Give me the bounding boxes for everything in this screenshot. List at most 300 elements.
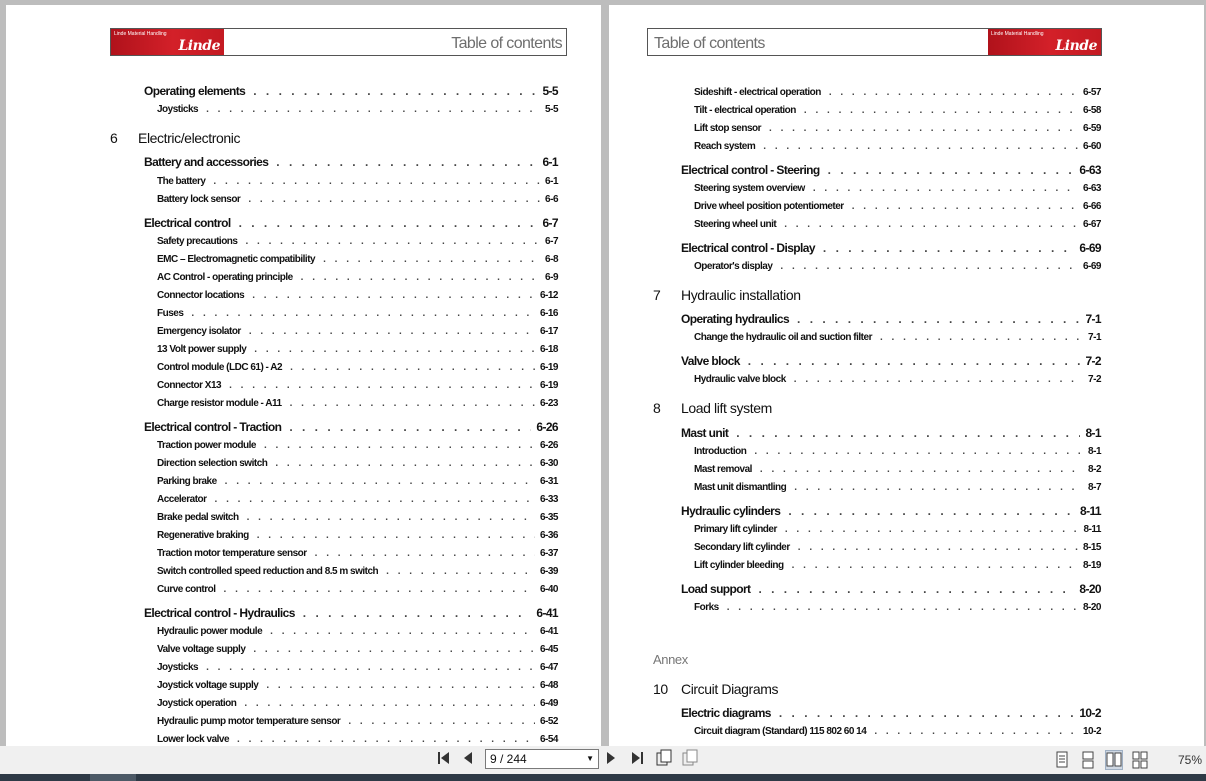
- toc-entry[interactable]: [694, 602, 1101, 613]
- page-ref: 16: [547, 308, 558, 319]
- chapter-ref: 6: [539, 398, 546, 409]
- dot-leader: [191, 308, 535, 319]
- toc-entry-title: Mast unit dismantling: [694, 482, 787, 493]
- toc-entry-title: Electrical control - Hydraulics: [144, 606, 295, 620]
- toc-entry-title: Hydraulic power module: [157, 626, 263, 637]
- chapter-number: 6: [110, 130, 118, 146]
- dot-leader: [290, 398, 535, 409]
- chapter-ref: 7: [1088, 332, 1094, 343]
- toc-page-number: [1083, 374, 1101, 385]
- page-ref: 1: [552, 176, 558, 187]
- toc-entry-title: Connector X13: [157, 380, 222, 391]
- toc-page-number: [1078, 123, 1101, 134]
- toc-section[interactable]: [144, 84, 558, 98]
- toc-page-number: [1078, 141, 1101, 152]
- toc-entry[interactable]: [157, 626, 558, 637]
- toc-entry-title: Electric diagrams: [681, 706, 771, 720]
- page-ref: 7: [552, 236, 558, 247]
- zoom-level[interactable]: 75%: [1178, 753, 1203, 767]
- toc-entry[interactable]: [157, 440, 558, 451]
- toc-page-number: [535, 344, 558, 355]
- toc-entry[interactable]: [157, 698, 558, 709]
- dot-leader: [828, 163, 1075, 177]
- toc-entry-title: Battery lock sensor: [157, 194, 241, 205]
- page-separator: -: [550, 104, 553, 115]
- viewer-toolbar: [0, 746, 1206, 774]
- toc-entry-title: Mast removal: [694, 464, 752, 475]
- page-separator: -: [545, 716, 548, 727]
- dot-leader: [348, 716, 535, 727]
- dot-leader: [727, 602, 1078, 613]
- toc-section[interactable]: [681, 163, 1101, 177]
- toc-entry[interactable]: [157, 290, 558, 301]
- toc-entry[interactable]: [694, 141, 1101, 152]
- chapter-ref: 7: [1085, 354, 1092, 368]
- toc-page-number: [531, 420, 558, 434]
- page-ref: 49: [547, 698, 558, 709]
- page-ref: 45: [547, 644, 558, 655]
- logo-brand: Linde: [1055, 38, 1097, 54]
- toc-page-number: [531, 606, 558, 620]
- toc-entry-title: Secondary lift cylinder: [694, 542, 790, 553]
- previous-page-button[interactable]: [462, 749, 474, 771]
- toc-section[interactable]: [681, 312, 1101, 326]
- toc-entry[interactable]: [157, 194, 558, 205]
- toc-page-number: [1074, 582, 1101, 596]
- page-separator: -: [1088, 105, 1091, 116]
- toc-entry-title: Steering wheel unit: [694, 219, 777, 230]
- chapter-ref: 6: [539, 680, 546, 691]
- dot-leader: [784, 219, 1078, 230]
- toc-page-number: [535, 584, 558, 595]
- page-separator: -: [548, 155, 552, 169]
- single-page-view-button[interactable]: [1054, 751, 1070, 769]
- dot-leader: [257, 530, 535, 541]
- toc-entry[interactable]: [694, 464, 1101, 475]
- toc-entry[interactable]: [157, 584, 558, 595]
- chapter-ref: 6: [1082, 105, 1089, 116]
- toc-entry-title: Valve voltage supply: [157, 644, 246, 655]
- page-separator: -: [545, 290, 548, 301]
- dot-leader: [245, 236, 540, 247]
- toc-page-number: [535, 398, 558, 409]
- chapter-ref: 6: [539, 440, 546, 451]
- page-ref: 58: [1090, 105, 1101, 116]
- page-separator: -: [1085, 163, 1089, 177]
- toc-entry[interactable]: [157, 308, 558, 319]
- dot-leader: [224, 584, 535, 595]
- chapter-ref: 8: [1082, 560, 1089, 571]
- linde-logo: [988, 29, 1101, 55]
- page-ref: 57: [1090, 87, 1101, 98]
- dot-leader: [880, 332, 1083, 343]
- toc-entry-title: AC Control - operating principle: [157, 272, 293, 283]
- page-ref: 8: [552, 254, 558, 265]
- logo-brand: Linde: [178, 38, 220, 54]
- two-page-continuous-view-button[interactable]: [1132, 751, 1148, 769]
- toc-page-number: [1078, 201, 1101, 212]
- chapter-ref: 8: [1088, 482, 1094, 493]
- chapter-ref: 6: [539, 548, 546, 559]
- dot-leader: [270, 626, 535, 637]
- toc-entry[interactable]: [157, 104, 558, 115]
- toc-page-number: [540, 176, 558, 187]
- page-separator: -: [1085, 582, 1089, 596]
- page-title: Table of contents: [654, 35, 765, 52]
- dot-leader: [829, 87, 1078, 98]
- page-separator: -: [1088, 219, 1091, 230]
- toc-entry[interactable]: [157, 476, 558, 487]
- toc-page-number: [535, 308, 558, 319]
- chapter-ref: 6: [539, 734, 546, 745]
- page-ref: 7: [1095, 482, 1101, 493]
- toc-entry[interactable]: [157, 398, 558, 409]
- page-separator: -: [545, 362, 548, 373]
- toc-page-number: [1079, 524, 1101, 535]
- page-ref: 41: [547, 626, 558, 637]
- dot-leader: [253, 84, 537, 98]
- page-ref: 6: [552, 194, 558, 205]
- page-ref: 63: [1090, 183, 1101, 194]
- dot-leader: [254, 344, 535, 355]
- toc-entry[interactable]: [157, 272, 558, 283]
- toc-section[interactable]: [681, 241, 1101, 255]
- dot-leader: [792, 560, 1078, 571]
- toc-entry[interactable]: [157, 530, 558, 541]
- toc-page-number: [535, 716, 558, 727]
- toc-entry-title: Hydraulic valve block: [694, 374, 786, 385]
- dot-leader: [252, 290, 535, 301]
- toc-entry[interactable]: [157, 644, 558, 655]
- page-ref: 67: [1090, 219, 1101, 230]
- left-document-page: [6, 5, 601, 746]
- toc-entry-title: Joysticks: [157, 104, 199, 115]
- toc-chapter[interactable]: [110, 130, 240, 146]
- dot-leader: [769, 123, 1078, 134]
- toc-entry-title: Electrical control - Steering: [681, 163, 820, 177]
- toc-entry[interactable]: [694, 261, 1101, 272]
- toc-entry[interactable]: [157, 494, 558, 505]
- page-ref: 7: [551, 216, 558, 230]
- page-separator: -: [1088, 123, 1091, 134]
- toc-entry[interactable]: [157, 548, 558, 559]
- toc-entry[interactable]: [694, 560, 1101, 571]
- toc-entry-title: Emergency isolator: [157, 326, 241, 337]
- chapter-ref: 6: [1082, 123, 1089, 134]
- toc-entry-title: Switch controlled speed reduction and 8.5 m switch: [157, 566, 379, 577]
- toc-entry[interactable]: [157, 236, 558, 247]
- first-page-button[interactable]: [437, 749, 453, 771]
- toc-page-number: [1078, 560, 1101, 571]
- page-separator: -: [1088, 602, 1091, 613]
- toc-entry-title: Safety precautions: [157, 236, 238, 247]
- dot-leader: [785, 524, 1079, 535]
- toc-section[interactable]: [681, 706, 1101, 720]
- toc-entry[interactable]: [694, 726, 1101, 737]
- dot-leader: [247, 512, 535, 523]
- toc-entry-title: Brake pedal switch: [157, 512, 239, 523]
- page-separator: -: [1093, 446, 1096, 457]
- toc-entry-title: Hydraulic cylinders: [681, 504, 781, 518]
- chapter-ref: 7: [1085, 312, 1092, 326]
- last-page-button[interactable]: [629, 749, 645, 771]
- toc-page-number: [535, 326, 558, 337]
- taskbar-tab[interactable]: [90, 774, 136, 781]
- page-header: [110, 28, 567, 56]
- toc-page-number: [535, 566, 558, 577]
- toc-entry[interactable]: [157, 458, 558, 469]
- dot-leader: [215, 494, 535, 505]
- toc-chapter[interactable]: [653, 681, 778, 697]
- toc-entry[interactable]: [694, 542, 1101, 553]
- toc-entry-title: Load support: [681, 582, 751, 596]
- toc-entry-title: Mast unit: [681, 426, 729, 440]
- toc-entry-title: Sideshift - electrical operation: [694, 87, 821, 98]
- chapter-ref: 5: [542, 84, 549, 98]
- toc-page-number: [535, 698, 558, 709]
- page-separator: -: [545, 680, 548, 691]
- chapter-ref: 6: [539, 512, 546, 523]
- dot-leader: [323, 254, 540, 265]
- toc-section[interactable]: [681, 354, 1101, 368]
- dot-leader: [797, 312, 1080, 326]
- toc-entry[interactable]: [157, 566, 558, 577]
- dot-leader: [788, 504, 1075, 518]
- dot-leader: [386, 566, 535, 577]
- page-ref: 52: [547, 716, 558, 727]
- page-separator: -: [542, 606, 546, 620]
- toc-page-number: [1078, 87, 1101, 98]
- chapter-ref: 6: [539, 494, 546, 505]
- page-separator: -: [545, 380, 548, 391]
- toc-section[interactable]: [681, 426, 1101, 440]
- page-separator: -: [545, 662, 548, 673]
- page-ref: 47: [547, 662, 558, 673]
- chapter-ref: 8: [1080, 504, 1087, 518]
- page-separator: -: [1088, 183, 1091, 194]
- dot-leader: [276, 155, 537, 169]
- chapter-title: Hydraulic installation: [681, 287, 801, 303]
- toc-entry-title: Operating elements: [144, 84, 246, 98]
- toc-entry-title: Curve control: [157, 584, 216, 595]
- chapter-ref: 6: [539, 308, 546, 319]
- toc-page-number: [540, 194, 558, 205]
- toc-entry[interactable]: [157, 344, 558, 355]
- toc-entry[interactable]: [157, 254, 558, 265]
- page-ref: 18: [547, 344, 558, 355]
- toc-entry-title: Fuses: [157, 308, 184, 319]
- chevron-down-icon[interactable]: ▼: [586, 754, 594, 763]
- chapter-ref: 6: [542, 155, 549, 169]
- page-separator: -: [550, 272, 553, 283]
- toc-entry[interactable]: [694, 219, 1101, 230]
- toc-entry[interactable]: [157, 512, 558, 523]
- toc-page-number: [1083, 332, 1101, 343]
- toc-entry[interactable]: [157, 734, 558, 745]
- page-separator: -: [542, 420, 546, 434]
- toc-page-number: [535, 644, 558, 655]
- next-page-button[interactable]: [605, 749, 617, 771]
- dot-leader: [315, 548, 535, 559]
- chapter-ref: 6: [539, 326, 546, 337]
- page-ref: 1: [1094, 312, 1101, 326]
- continuous-view-button[interactable]: [1080, 751, 1096, 769]
- chapter-ref: 5: [545, 104, 551, 115]
- toc-section[interactable]: [681, 504, 1101, 518]
- toc-entry[interactable]: [157, 716, 558, 727]
- dot-leader: [253, 644, 535, 655]
- page-ref: 11: [1091, 524, 1101, 535]
- toc-page-number: [535, 380, 558, 391]
- toc-entry[interactable]: [157, 662, 558, 673]
- toc-section[interactable]: [144, 606, 558, 620]
- dot-leader: [225, 476, 535, 487]
- toc-page-number: [537, 84, 558, 98]
- toc-page-number: [537, 216, 558, 230]
- chapter-ref: 6: [1082, 183, 1089, 194]
- previous-page-icon: [462, 751, 474, 765]
- toc-page-number: [1083, 482, 1101, 493]
- page-ref: 23: [547, 398, 558, 409]
- fit-page-button[interactable]: [681, 749, 699, 773]
- page-separator: -: [1091, 706, 1095, 720]
- toc-page-number: [535, 734, 558, 745]
- dot-leader: [244, 698, 535, 709]
- page-separator: -: [545, 494, 548, 505]
- page-separator: -: [1091, 312, 1095, 326]
- toc-section[interactable]: [681, 582, 1101, 596]
- toc-page-number: [1078, 726, 1101, 737]
- toc-entry-title: Circuit diagram (Standard) 115 802 60 14: [694, 726, 867, 737]
- toc-entry-title: Steering system overview: [694, 183, 805, 194]
- toc-entry[interactable]: [694, 524, 1101, 535]
- toc-entry[interactable]: [694, 374, 1101, 385]
- page-separator: -: [548, 84, 552, 98]
- page-ref: 5: [552, 104, 558, 115]
- toc-entry-title: Valve block: [681, 354, 740, 368]
- logo-subtext: Linde Material Handling: [114, 31, 167, 37]
- page-ref: 2: [1094, 706, 1101, 720]
- toc-entry[interactable]: [157, 680, 558, 691]
- page-ref: 54: [547, 734, 558, 745]
- page-separator: -: [1088, 201, 1091, 212]
- chapter-ref: 6: [1079, 241, 1086, 255]
- chapter-ref: 6: [539, 662, 546, 673]
- toc-chapter[interactable]: [653, 287, 801, 303]
- toc-page-number: [1080, 354, 1101, 368]
- chapter-ref: 6: [539, 626, 546, 637]
- page-separator: -: [1093, 374, 1096, 385]
- page-separator: -: [545, 530, 548, 541]
- page-separator: -: [545, 734, 548, 745]
- annex-heading: Annex: [653, 652, 688, 667]
- dot-leader: [736, 426, 1080, 440]
- toc-page-number: [535, 458, 558, 469]
- chapter-title: Load lift system: [681, 400, 772, 416]
- page-ref: 19: [547, 380, 558, 391]
- toc-chapter[interactable]: [653, 400, 772, 416]
- page-ref: 39: [547, 566, 558, 577]
- toc-entry[interactable]: [694, 332, 1101, 343]
- toc-page-number: [535, 362, 558, 373]
- toc-page-number: [1078, 219, 1101, 230]
- fit-icon: [681, 749, 699, 767]
- page-ref: 2: [1095, 464, 1101, 475]
- dot-leader: [748, 354, 1081, 368]
- page-ref: 35: [547, 512, 558, 523]
- chapter-ref: 6: [539, 716, 546, 727]
- dot-leader: [758, 582, 1074, 596]
- page-ref: 37: [547, 548, 558, 559]
- toc-page-number: [540, 104, 558, 115]
- page-number-input[interactable]: [485, 749, 599, 769]
- toc-entry[interactable]: [157, 380, 558, 391]
- toc-entry[interactable]: [157, 362, 558, 373]
- toc-entry[interactable]: [694, 482, 1101, 493]
- toc-entry-title: EMC – Electromagnetic compatibility: [157, 254, 316, 265]
- toc-section[interactable]: [144, 420, 558, 434]
- page-separator: -: [1093, 726, 1096, 737]
- toc-entry[interactable]: [694, 183, 1101, 194]
- toc-section[interactable]: [144, 155, 558, 169]
- toc-entry-title: Lift stop sensor: [694, 123, 762, 134]
- two-page-view-button[interactable]: [1106, 751, 1122, 769]
- last-page-icon: [629, 751, 645, 765]
- toc-entry[interactable]: [157, 176, 558, 187]
- chapter-ref: 6: [539, 698, 546, 709]
- toc-entry-title: Charge resistor module - A11: [157, 398, 282, 409]
- toc-entry[interactable]: [694, 446, 1101, 457]
- toc-entry[interactable]: [694, 123, 1101, 134]
- toc-entry-title: Joystick operation: [157, 698, 237, 709]
- next-page-icon: [605, 751, 617, 765]
- chapter-ref: 6: [539, 566, 546, 577]
- toc-entry-title: Control module (LDC 61) - A2: [157, 362, 283, 373]
- chapter-ref: 6: [536, 420, 543, 434]
- toc-section[interactable]: [144, 216, 558, 230]
- page-ref: 2: [1095, 726, 1101, 737]
- page-separator: -: [1088, 542, 1091, 553]
- toc-entry[interactable]: [694, 105, 1101, 116]
- dot-leader: [266, 680, 535, 691]
- toc-entry[interactable]: [694, 201, 1101, 212]
- page-separator: -: [545, 644, 548, 655]
- toc-page-number: [1078, 261, 1101, 272]
- chapter-number: 10: [653, 681, 668, 697]
- page-ref: 11: [1089, 504, 1101, 518]
- page-ref: 26: [547, 440, 558, 451]
- page-separator: -: [545, 584, 548, 595]
- dot-leader: [798, 542, 1078, 553]
- toc-page-number: [540, 272, 558, 283]
- chapter-ref: 8: [1088, 464, 1094, 475]
- two-page-icon: [1106, 751, 1122, 769]
- page-separator: -: [545, 458, 548, 469]
- toc-entry[interactable]: [157, 326, 558, 337]
- page-ref: 20: [1090, 602, 1101, 613]
- toc-entry-title: Operator's display: [694, 261, 773, 272]
- toc-entry-title: Traction power module: [157, 440, 256, 451]
- chapter-ref: 6: [539, 644, 546, 655]
- page-separator: -: [545, 326, 548, 337]
- page-separator: -: [548, 216, 552, 230]
- toc-entry-title: Operating hydraulics: [681, 312, 790, 326]
- page-ref: 1: [1095, 446, 1101, 457]
- page-ref: 17: [547, 326, 558, 337]
- dot-leader: [760, 464, 1083, 475]
- rotate-view-button[interactable]: [655, 749, 673, 773]
- toc-entry[interactable]: [694, 87, 1101, 98]
